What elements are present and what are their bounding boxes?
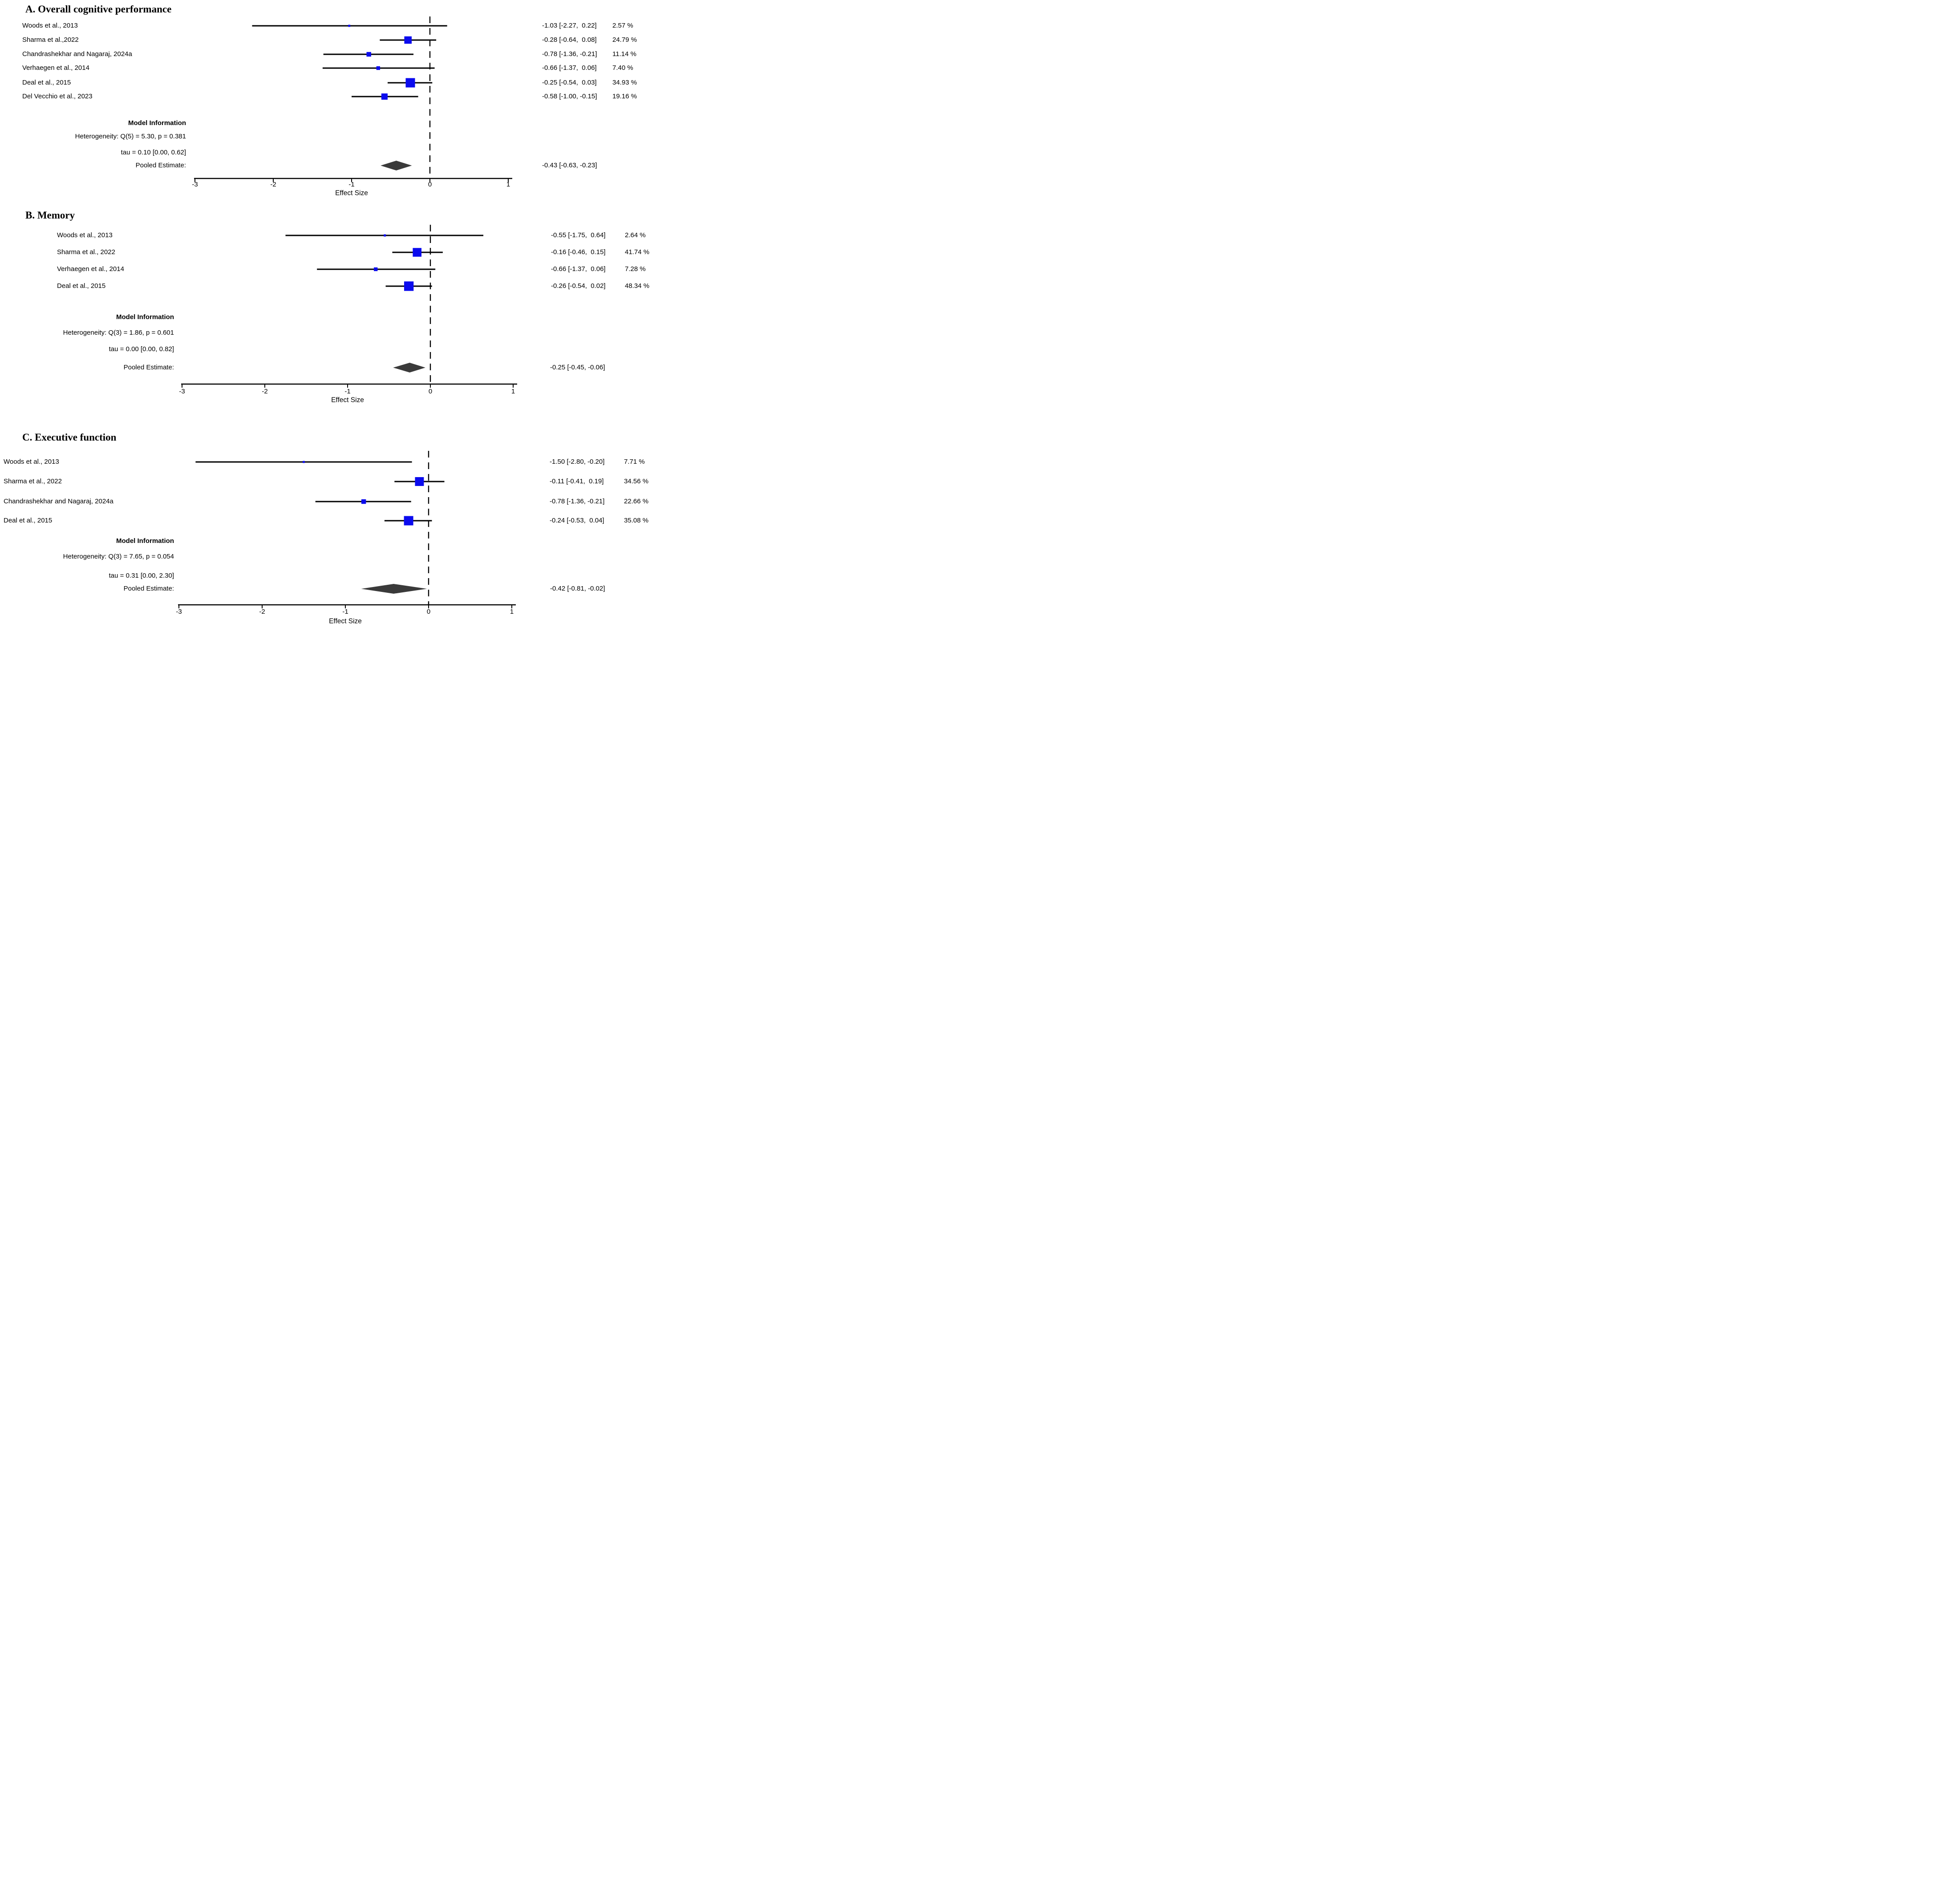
axis-tick-label: -1 [348, 181, 355, 188]
panel-b-model-information-heading: Model Information [116, 313, 174, 321]
panel-b-heterogeneity-text: Heterogeneity: Q(3) = 1.86, p = 0.601 [63, 329, 174, 336]
panel-b-pooled-estimate-label: Pooled Estimate: [123, 364, 174, 371]
study-label: Deal et al., 2015 [57, 282, 106, 290]
panel-b-tau-text: tau = 0.00 [0.00, 0.82] [109, 345, 174, 353]
study-label: Deal et al., 2015 [22, 79, 71, 86]
study-label: Verhaegen et al., 2014 [22, 64, 89, 72]
labels-layer [0, 0, 653, 629]
axis-tick-label: 0 [428, 388, 433, 395]
study-label: Verhaegen et al., 2014 [57, 265, 124, 273]
weight-value: 34.56 % [624, 478, 649, 485]
weight-value: 11.14 % [612, 50, 636, 58]
axis-tick-label: 1 [506, 181, 510, 188]
estimate-value: -0.58 [-1.00, -0.15] [542, 93, 597, 100]
estimate-value: -0.66 [-1.37, 0.06] [551, 265, 606, 273]
estimate-value: -0.26 [-0.54, 0.02] [551, 282, 606, 290]
axis-tick-label: 1 [511, 388, 515, 395]
axis-tick-label: -2 [259, 608, 265, 616]
weight-value: 7.40 % [612, 64, 633, 72]
estimate-value: -0.66 [-1.37, 0.06] [542, 64, 597, 72]
study-label: Woods et al., 2013 [57, 231, 113, 239]
estimate-value: -0.25 [-0.54, 0.03] [542, 79, 597, 86]
study-label: Chandrashekhar and Nagaraj, 2024a [22, 50, 132, 58]
study-label: Woods et al., 2013 [4, 458, 59, 466]
study-label: Deal et al., 2015 [4, 517, 53, 524]
weight-value: 22.66 % [624, 498, 649, 505]
estimate-value: -1.50 [-2.80, -0.20] [550, 458, 605, 466]
panel-a-tau-text: tau = 0.10 [0.00, 0.62] [121, 149, 186, 156]
axis-tick-label: -2 [262, 388, 268, 395]
study-label: Sharma et al., 2022 [4, 478, 62, 485]
weight-value: 41.74 % [625, 248, 650, 256]
weight-value: 2.57 % [612, 22, 633, 29]
panel-c-heterogeneity-text: Heterogeneity: Q(3) = 7.65, p = 0.054 [63, 553, 174, 560]
study-label: Woods et al., 2013 [22, 22, 78, 29]
estimate-value: -1.03 [-2.27, 0.22] [542, 22, 597, 29]
panel-c-x-axis-label: Effect Size [329, 617, 362, 625]
panel-c-tau-text: tau = 0.31 [0.00, 2.30] [109, 572, 174, 579]
axis-tick-label: 0 [428, 181, 432, 188]
panel-b-title: B. Memory [25, 210, 75, 221]
forest-plot-figure [0, 0, 653, 629]
panel-a-x-axis-label: Effect Size [335, 189, 368, 197]
weight-value: 34.93 % [612, 79, 637, 86]
panel-c-model-information-heading: Model Information [116, 537, 174, 545]
estimate-value: -0.78 [-1.36, -0.21] [550, 498, 605, 505]
weight-value: 35.08 % [624, 517, 649, 524]
panel-c-pooled-estimate-label: Pooled Estimate: [123, 585, 174, 592]
study-label: Sharma et al., 2022 [57, 248, 115, 256]
estimate-value: -0.78 [-1.36, -0.21] [542, 50, 597, 58]
axis-tick-label: -2 [270, 181, 276, 188]
axis-tick-label: -3 [179, 388, 185, 395]
estimate-value: -0.16 [-0.46, 0.15] [551, 248, 606, 256]
panel-c-pooled-estimate-value: -0.42 [-0.81, -0.02] [550, 585, 605, 592]
panel-b-pooled-estimate-value: -0.25 [-0.45, -0.06] [550, 364, 605, 371]
weight-value: 48.34 % [625, 282, 650, 290]
study-label: Sharma et al.,2022 [22, 36, 79, 44]
weight-value: 2.64 % [625, 231, 646, 239]
axis-tick-label: -3 [192, 181, 198, 188]
axis-tick-label: 0 [426, 608, 431, 616]
study-label: Del Vecchio et al., 2023 [22, 93, 93, 100]
axis-tick-label: -3 [176, 608, 182, 616]
weight-value: 19.16 % [612, 93, 637, 100]
weight-value: 7.28 % [625, 265, 646, 273]
panel-c-title: C. Executive function [22, 432, 117, 443]
estimate-value: -0.11 [-0.41, 0.19] [550, 478, 604, 485]
estimate-value: -0.24 [-0.53, 0.04] [550, 517, 604, 524]
estimate-value: -0.55 [-1.75, 0.64] [551, 231, 606, 239]
panel-b-x-axis-label: Effect Size [331, 396, 364, 404]
axis-tick-label: 1 [510, 608, 514, 616]
panel-a-pooled-estimate-label: Pooled Estimate: [135, 162, 186, 169]
panel-a-title: A. Overall cognitive performance [25, 4, 172, 15]
estimate-value: -0.28 [-0.64, 0.08] [542, 36, 597, 44]
axis-tick-label: -1 [342, 608, 348, 616]
panel-a-pooled-estimate-value: -0.43 [-0.63, -0.23] [542, 162, 597, 169]
panel-a-heterogeneity-text: Heterogeneity: Q(5) = 5.30, p = 0.381 [75, 133, 186, 140]
panel-a-model-information-heading: Model Information [128, 119, 186, 127]
weight-value: 24.79 % [612, 36, 637, 44]
study-label: Chandrashekhar and Nagaraj, 2024a [4, 498, 113, 505]
axis-tick-label: -1 [344, 388, 351, 395]
weight-value: 7.71 % [624, 458, 645, 466]
